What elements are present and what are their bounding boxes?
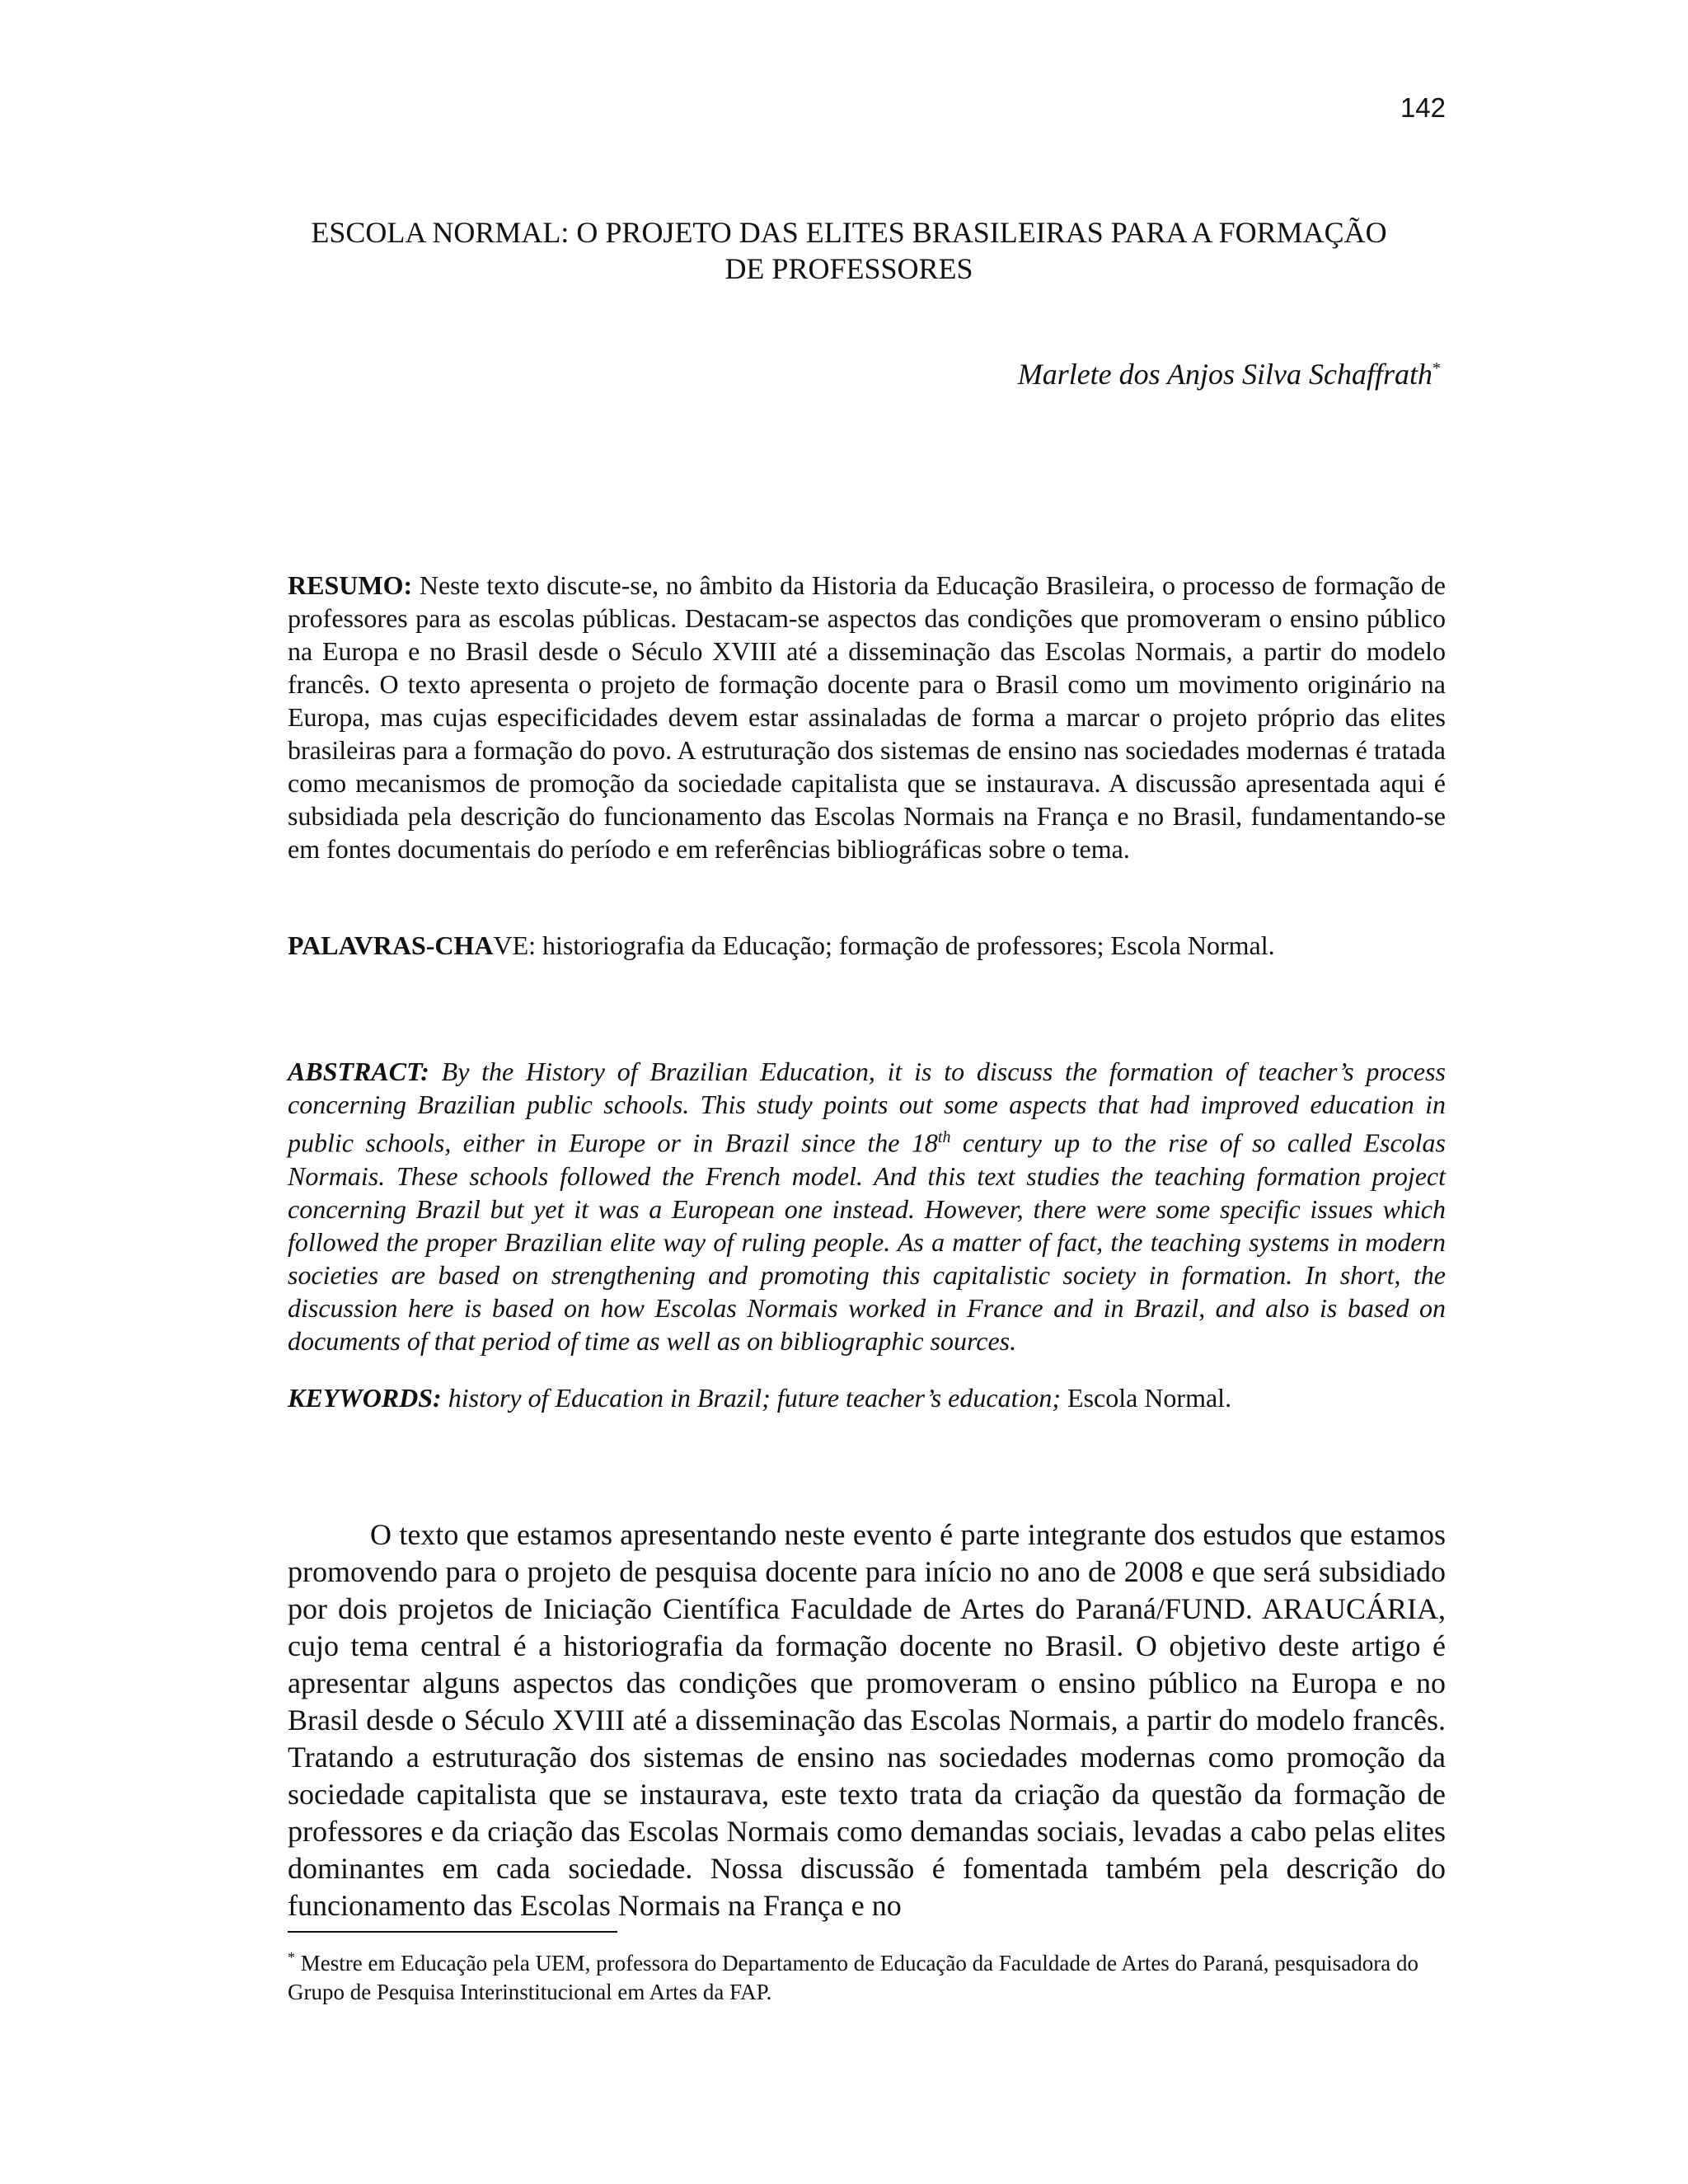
body-paragraph: O texto que estamos apresentando neste evento é parte integrante dos estudos que estamos promovendo para o projeto de pesquisa docente para início no ano de 2008 e que será subsidiado por dois projetos de Iniciação Científica Faculdade de Artes do Paraná/FUND. ARAUCÁRIA, cujo tema central é a historiografia da formação docente no Brasil. O objetivo deste artigo é apresentar alguns aspectos das condições que promoveram o ensino público na Europa e no Brasil desde o Século XVIII até a disseminação das Escolas Normais, a partir do modelo francês. Tratando a estruturação dos sistemas de ensino nas sociedades modernas como promoção da sociedade capitalista que se instaurava, este texto trata da criação da questão da formação de professores e da criação das Escolas Normais como demandas sociais, levadas a cabo pelas elites dominantes em cada sociedade. Nossa discussão é fomentada também pela descrição do funcionamento das Escolas Normais na França e no	[288, 1518, 1446, 1922]
palavras-chave-label-rest: VE:	[493, 930, 537, 960]
paper-title	[247, 214, 1451, 287]
palavras-chave-text: historiografia da Educação; formação de professores; Escola Normal.	[536, 930, 1275, 960]
palavras-chave-paragraph	[288, 929, 1446, 962]
abstract-paragraph	[288, 1055, 1446, 1357]
keywords-tail: Escola Normal.	[1067, 1383, 1232, 1413]
resumo-label: RESUMO:	[288, 570, 413, 600]
palavras-chave-label: PALAVRAS-CHA	[288, 930, 494, 960]
abstract-text-1: By the History of Brazilian Education, it is to discuss the formation of teacher’s process concerning Brazilian public schools. This study points out some aspects that had improved education in public schools, either in Europe or in Brazil since the 18	[288, 1057, 1446, 1158]
abstract-superscript: th	[937, 1128, 951, 1146]
title-line-2: DE PROFESSORES	[724, 252, 973, 285]
footnote-text: Mestre em Educação pela UEM, professora do Departamento de Educação da Faculdade de Artes do Paraná, pesquisadora do Grupo de Pesquisa Interinstitucional em Artes da FAP.	[288, 1951, 1418, 2004]
footnote-mark: *	[288, 1949, 295, 1966]
author-footnote-mark: *	[1432, 359, 1441, 377]
keywords-label: KEYWORDS:	[288, 1383, 442, 1413]
footnote-divider	[288, 1931, 617, 1933]
resumo-text: Neste texto discute-se, no âmbito da Historia da Educação Brasileira, o processo de formação de professores para as escolas públicas. Destacam-se aspectos das condições que promoveram o ensino público na Europa e no Brasil desde o Século XVIII até a disseminação das Escolas Normais, a partir do modelo francês. O texto apresenta o projeto de formação docente para o Brasil como um movimento originário na Europa, mas cujas especificidades devem estar assinaladas de forma a marcar o projeto próprio das elites brasileiras para a formação do povo. A estruturação dos sistemas de ensino nas sociedades modernas é tratada como mecanismos de promoção da sociedade capitalista que se instaurava. A discussão apresentada aqui é subsidiada pela descrição do funcionamento das Escolas Normais na França e no Brasil, fundamentando-se em fontes documentais do período e em referências bibliográficas sobre o tema.	[288, 570, 1446, 864]
page-number: 142	[1400, 92, 1446, 123]
title-line-1: ESCOLA NORMAL: O PROJETO DAS ELITES BRASILEIRAS PARA A FORMAÇÃO	[311, 216, 1387, 249]
footnote	[288, 1943, 1446, 2007]
author-name	[824, 357, 1441, 391]
abstract-label: ABSTRACT:	[288, 1057, 429, 1086]
keywords-paragraph	[288, 1381, 1446, 1414]
author-name-text: Marlete dos Anjos Silva Schaffrath	[1017, 358, 1432, 391]
abstract-text-2: century up to the rise of so called Escolas Normais. These schools followed the French model. And this text studies the teaching formation project concerning Brazil but yet it was a European one instead. However, there were some specific issues which followed the proper Brazilian elite way of ruling people. As a matter of fact, the teaching systems in modern societies are based on strengthening and promoting this capitalistic society in formation. In short, the discussion here is based on how Escolas Normais worked in France and in Brazil, and also is based on documents of that period of time as well as on bibliographic sources.	[288, 1127, 1447, 1356]
resumo-paragraph	[288, 569, 1446, 865]
keywords-text: history of Education in Brazil; future teacher’s education;	[441, 1383, 1068, 1413]
